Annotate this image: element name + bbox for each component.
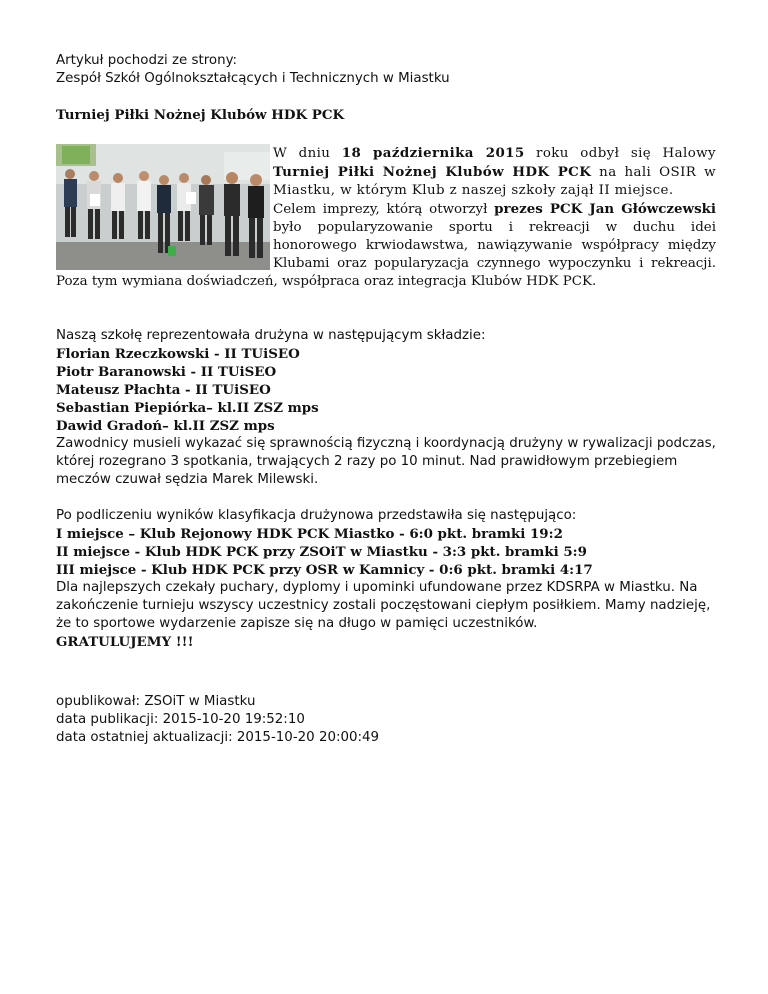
player-3: Mateusz Płachta - II TUiSEO <box>56 382 271 398</box>
team-heading: Naszą szkołę reprezentowała drużyna w następującym składzie: <box>56 328 486 343</box>
article <box>56 52 716 651</box>
published-by: opublikował: ZSOiT w Miastku <box>56 694 256 709</box>
results-heading: Po podliczeniu wyników klasyfikacja drużynowa przedstawiła się następująco: <box>56 508 577 523</box>
article-title: Turniej Piłki Nożnej Klubów HDK PCK <box>56 107 345 123</box>
result-first-place: I miejsce – Klub Rejonowy HDK PCK Miastko - 6:0 pkt. bramki 19:2 <box>56 526 563 542</box>
publication-footer <box>56 693 379 747</box>
congratulations: GRATULUJEMY !!! <box>56 634 194 650</box>
event-name: Turniej Piłki Nożnej Klubów HDK PCK <box>273 164 592 180</box>
tournament-photo <box>56 144 270 270</box>
president-name: prezes PCK Jan Główczewski <box>494 201 716 217</box>
results-description: Dla najlepszych czekały puchary, dyplomy i upominki ufundowane przez KDSRPA w Miastku. Na zakończenie turnieju wszyscy uczestnicy zostali poczęstowani ciepłym posiłkiem. Mamy nadzieję, że to sportowe wydarzenie zapisze się na długo w pamięci uczestników. <box>56 580 711 631</box>
team-description: Zawodnicy musieli wykazać się sprawnością fizyczną i koordynacją drużyny w rywalizacji podczas, której rozegrano 3 spotkania, trwających 2 razy po 10 minut. Nad prawidłowym przebiegiem meczów czuwał sędzia Marek Milewski. <box>56 436 716 487</box>
player-4: Sebastian Piepiórka– kl.II ZSZ mps <box>56 400 319 416</box>
source-line-1: Artykuł pochodzi ze strony: <box>56 53 238 68</box>
intro-paragraph-1: W dniu 18 października 2015 roku odbył się Halowy Turniej Piłki Nożnej Klubów HDK PCK na hali OSIR w Miastku, w którym Klub z naszej szkoły zajął II miejsce. <box>273 145 716 198</box>
intro-paragraph-2: Celem imprezy, którą otworzył prezes PCK Jan Główczewski było popularyzowanie sportu i rekreacji w duchu idei honorowego krwiodawstwa, nawiązywanie współpracy między Klubami oraz popularyzacja czynnego wypoczynku i rekreacji. Poza tym wymiana doświadczeń, współpraca oraz integracja Klubów HDK PCK. <box>56 201 716 289</box>
event-date: 18 października 2015 <box>341 145 525 161</box>
player-2: Piotr Baranowski - II TUiSEO <box>56 364 277 380</box>
intro-section <box>56 144 716 291</box>
player-5: Dawid Gradoń– kl.II ZSZ mps <box>56 418 275 434</box>
source-line-2: Zespół Szkół Ogólnokształcących i Technicznych w Miastku <box>56 71 450 86</box>
result-second-place: II miejsce - Klub HDK PCK przy ZSOiT w Miastku - 3:3 pkt. bramki 5:9 <box>56 544 587 560</box>
last-update-date: data ostatniej aktualizacji: 2015-10-20 20:00:49 <box>56 730 380 745</box>
player-1: Florian Rzeczkowski - II TUiSEO <box>56 346 300 362</box>
result-third-place: III miejsce - Klub HDK PCK przy OSR w Kamnicy - 0:6 pkt. bramki 4:17 <box>56 562 593 578</box>
publication-date: data publikacji: 2015-10-20 19:52:10 <box>56 712 305 727</box>
